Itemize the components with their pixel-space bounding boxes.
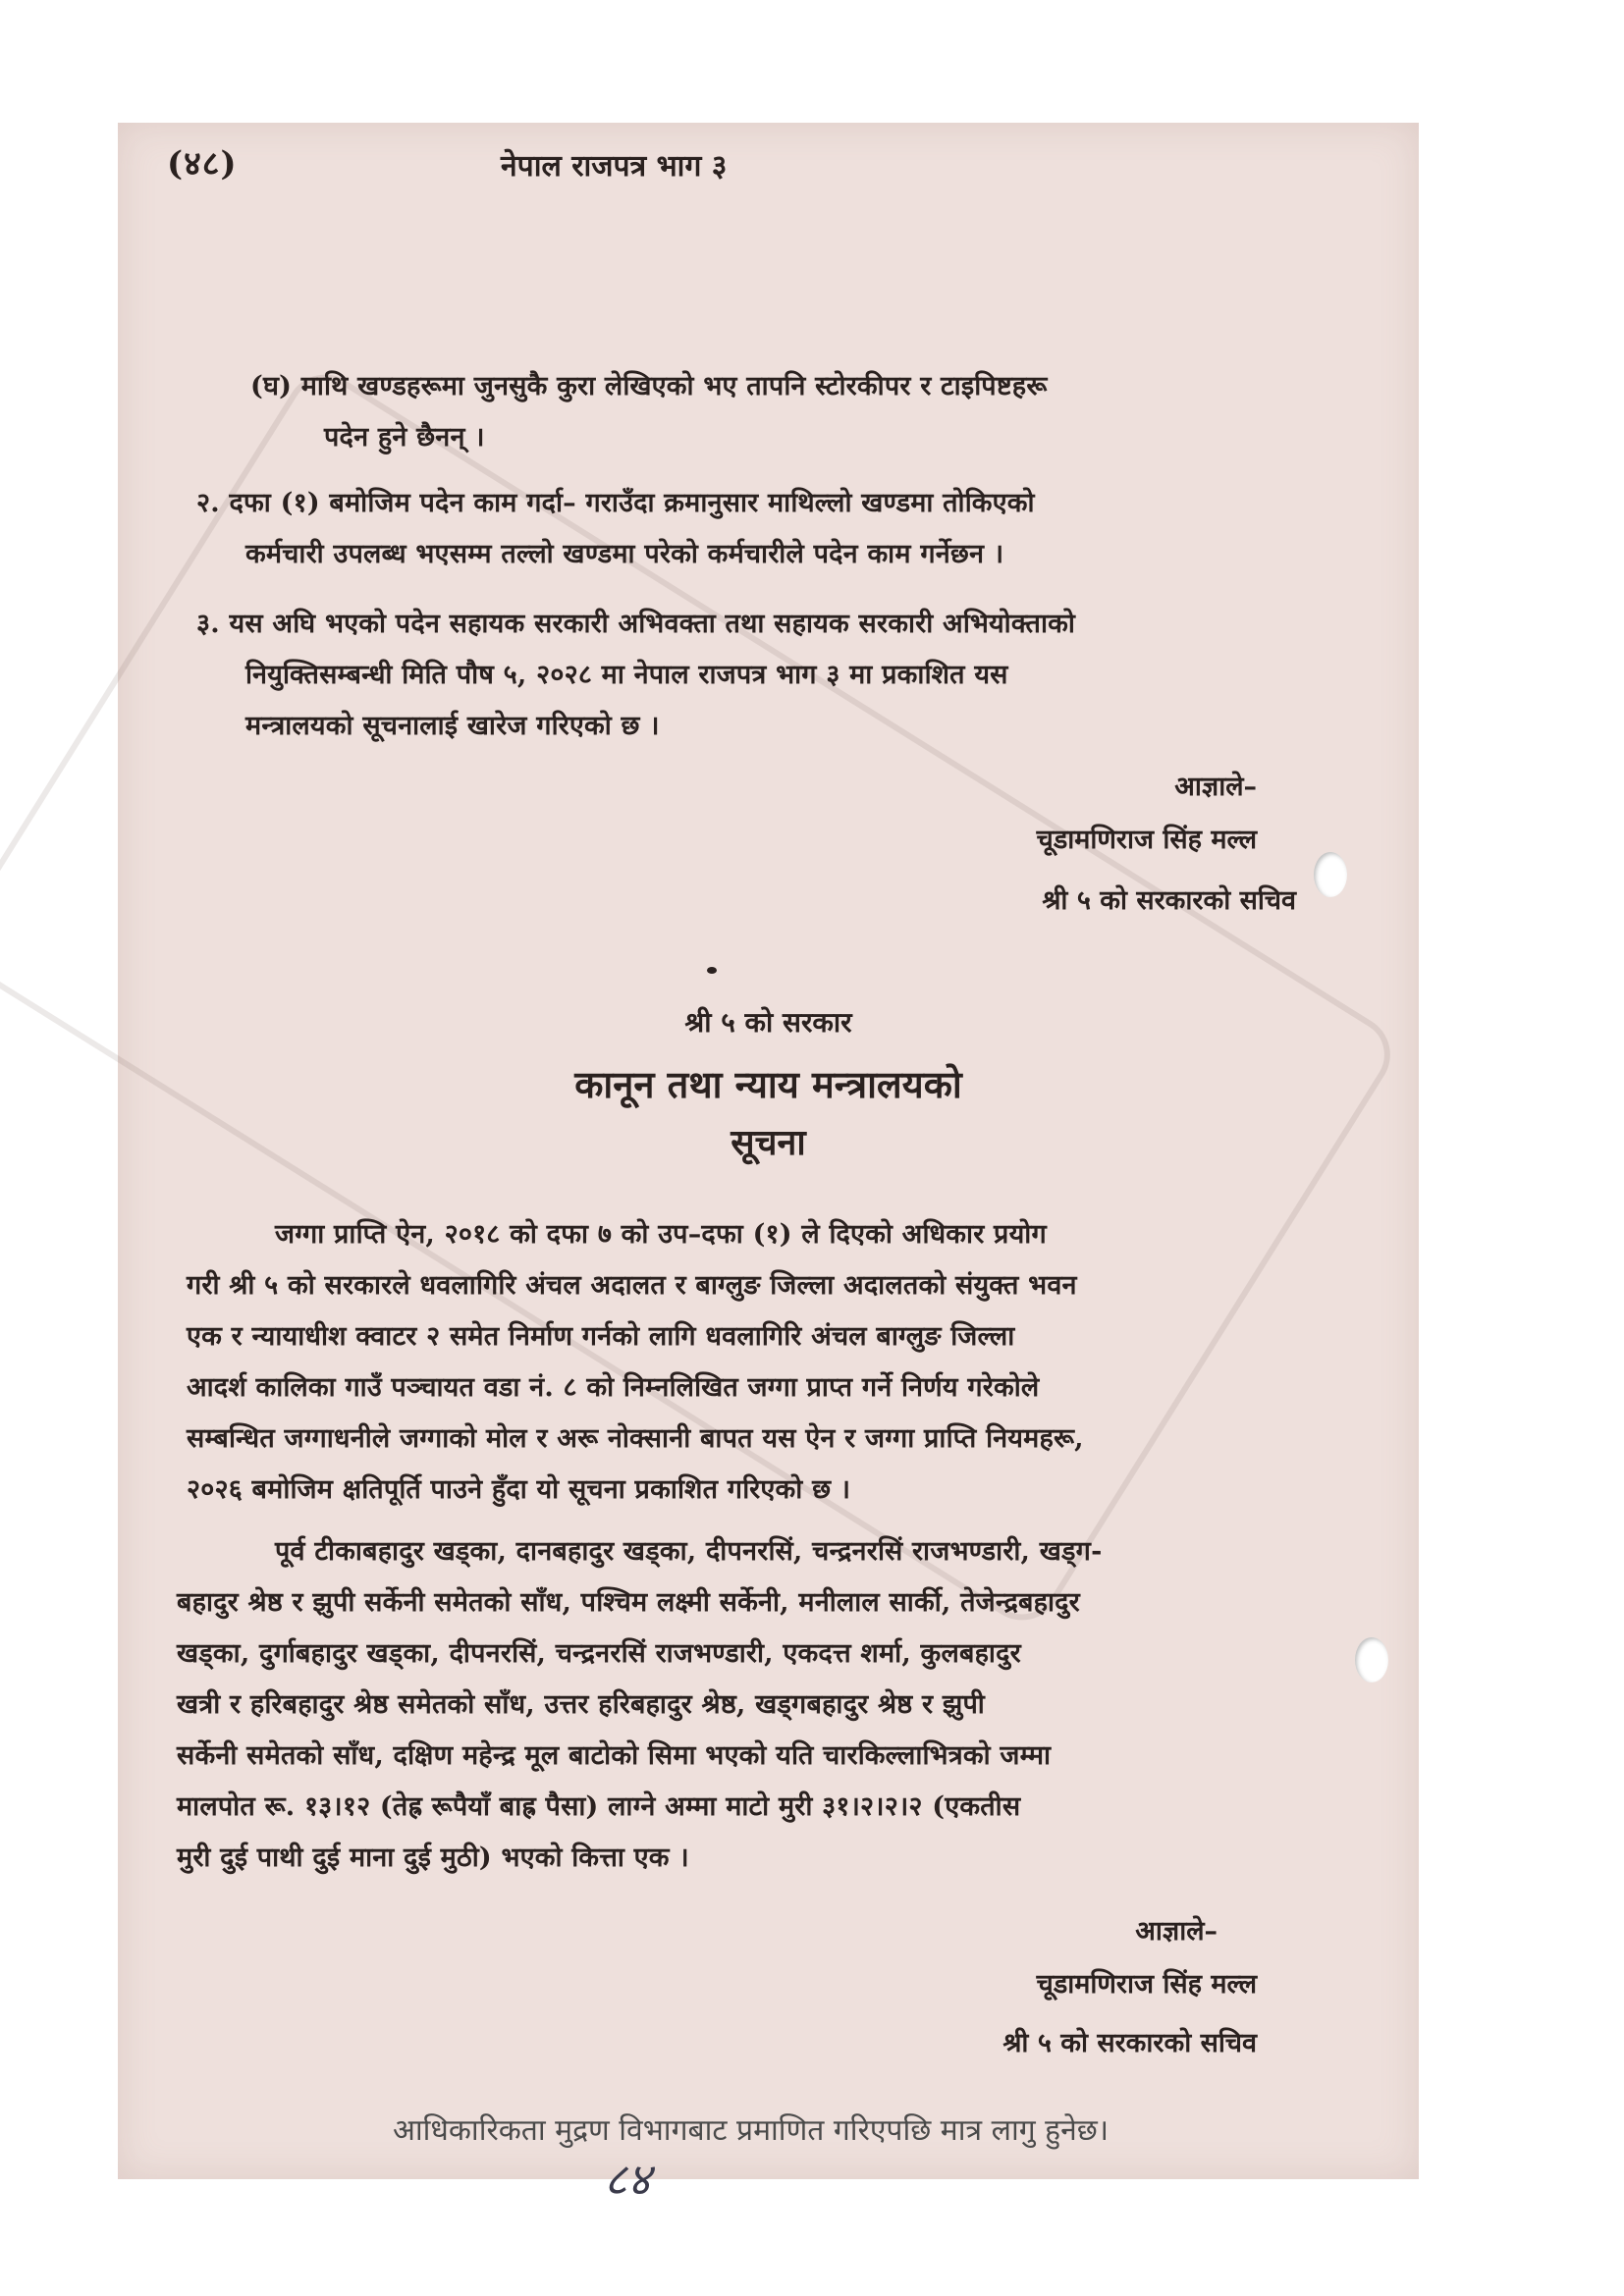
item-two-line1: दफा (१) बमोजिम पदेन काम गर्दा– गराउँदा क्रमानुसार माथिल्लो खण्डमा तोकिएको [229,488,1035,518]
para1-line4: आदर्श कालिका गाउँ पञ्चायत वडा नं. ८ को निम्नलिखित जग्गा प्राप्त गर्ने निर्णय गरेकोले [187,1372,1040,1403]
para2-line7: मुरी दुई पाथी दुई माना दुई मुठी) भएको कित्ता एक । [177,1842,689,1873]
separator-dot [707,967,717,974]
punch-hole-top [1314,852,1347,897]
handwritten-page-mark: ८४ [604,2153,651,2206]
publication-title: नेपाल राजपत्र भाग ३ [501,149,728,184]
para2-line5: सर्केनी समेतको साँध, दक्षिण महेन्द्र मूल बाटोको सिमा भएको यति चारकिल्लाभित्रको जम्मा [177,1740,1052,1771]
item-gha-cont [324,412,1365,463]
para1-line5: सम्बन्धित जग्गाधनीले जग्गाको मोल र अरू नोक्सानी बापत यस ऐन र जग्गा प्राप्ति नियमहरू, [187,1423,1084,1454]
para1-line3: एक र न्यायाधीश क्वाटर २ समेत निर्माण गर्नको लागि धवलागिरि अंचल बाग्लुङ जिल्ला [187,1321,1015,1352]
para1-line2: गरी श्री ५ को सरकारले धवलागिरि अंचल अदालत र बाग्लुङ जिल्ला अदालतको संयुक्त भवन [187,1270,1077,1301]
item-two-cont [245,529,1365,580]
notice-signature-name: चूडामणिराज सिंह मल्ल [1036,1969,1257,2000]
authentication-note: आधिकारिकता मुद्रण विभागबाट प्रमाणित गरिएपछि मात्र लागु हुनेछ। [393,2113,1110,2148]
para2-line4: खत्री र हरिबहादुर श्रेष्ठ समेतको साँध, उत्तर हरिबहादुर श्रेष्ठ, खड्गबहादुर श्रेष्ठ र झुपी [177,1689,985,1720]
para1-line6: २०२६ बमोजिम क्षतिपूर्ति पाउने हुँदा यो सूचना प्रकाशित गरिएको छ । [187,1474,851,1505]
item-gha-line2: पदेन हुने छैनन् । [324,422,485,453]
notice-heading: सूचना [731,1122,806,1163]
item-gha [250,361,1360,412]
section-one-signature [805,768,1296,921]
item-gha-line1: माथि खण्डहरूमा जुनसुकै कुरा लेखिएको भए तापनि स्टोरकीपर र टाइपिष्टहरू [300,371,1048,401]
item-three-cont [245,650,1365,752]
notice-government: श्री ५ को सरकार [684,1006,852,1039]
notice-paragraph-1 [187,1209,1365,1516]
item-three-line3: मन्त्रालयको सूचनालाई खारेज गरिएको छ । [245,711,660,741]
signature-order: आज्ञाले– [1174,772,1257,802]
item-two-line2: कर्मचारी उपलब्ध भएसम्म तल्लो खण्डमा परेको कर्मचारीले पदेन काम गर्नेछन । [245,539,1004,569]
item-gha-marker: (घ) [250,371,293,401]
para2-line1: पूर्व टीकाबहादुर खड्का, दानबहादुर खड्का, दीपनरसिं, चन्द्रनरसिं राजभण्डारी, खड्ग- [275,1536,1103,1567]
item-three-line2: नियुक्तिसम्बन्धी मिति पौष ५, २०२८ मा नेपाल राजपत्र भाग ३ मा प्रकाशित यस [245,660,1008,690]
item-three-marker: ३. [196,609,220,639]
notice-paragraph-2 [177,1526,1365,1884]
notice-signature-order: आज्ञाले– [1135,1916,1218,1947]
signature-title: श्री ५ को सरकारको सचिव [1042,885,1296,916]
notice-signature-title: श्री ५ को सरकारको सचिव [1002,2028,1257,2058]
para2-line2: बहादुर श्रेष्ठ र झुपी सर्केनी समेतको साँध, पश्चिम लक्ष्मी सर्केनी, मनीलाल सार्की, तेजेन्द्रबहादुर [177,1587,1080,1618]
item-three [196,599,1365,650]
item-two [196,478,1365,529]
para2-line3: खड्का, दुर्गाबहादुर खड्का, दीपनरसिं, चन्द्रनरसिं राजभण्डारी, एकदत्त शर्मा, कुलबहादुर [177,1638,1021,1669]
page-number: (४८) [167,144,238,184]
para2-line6: मालपोत रू. १३।१२ (तेह्र रूपैयाँ बाह्र पैसा) लाग्ने अम्मा माटो मुरी ३१।२।२।२ (एकतीस [177,1791,1021,1822]
item-two-marker: २. [196,488,220,518]
signature-name: चूडामणिराज सिंह मल्ल [1036,825,1257,855]
notice-ministry: कानून तथा न्याय मन्त्रालयको [574,1062,962,1106]
para1-line1: जग्गा प्राप्ति ऐन, २०१८ को दफा ७ को उप–दफा (१) ले दिएको अधिकार प्रयोग [275,1219,1047,1250]
notice-signature [805,1912,1257,2063]
item-three-line1: यस अघि भएको पदेन सहायक सरकारी अभिवक्ता तथा सहायक सरकारी अभियोक्ताको [229,609,1076,639]
